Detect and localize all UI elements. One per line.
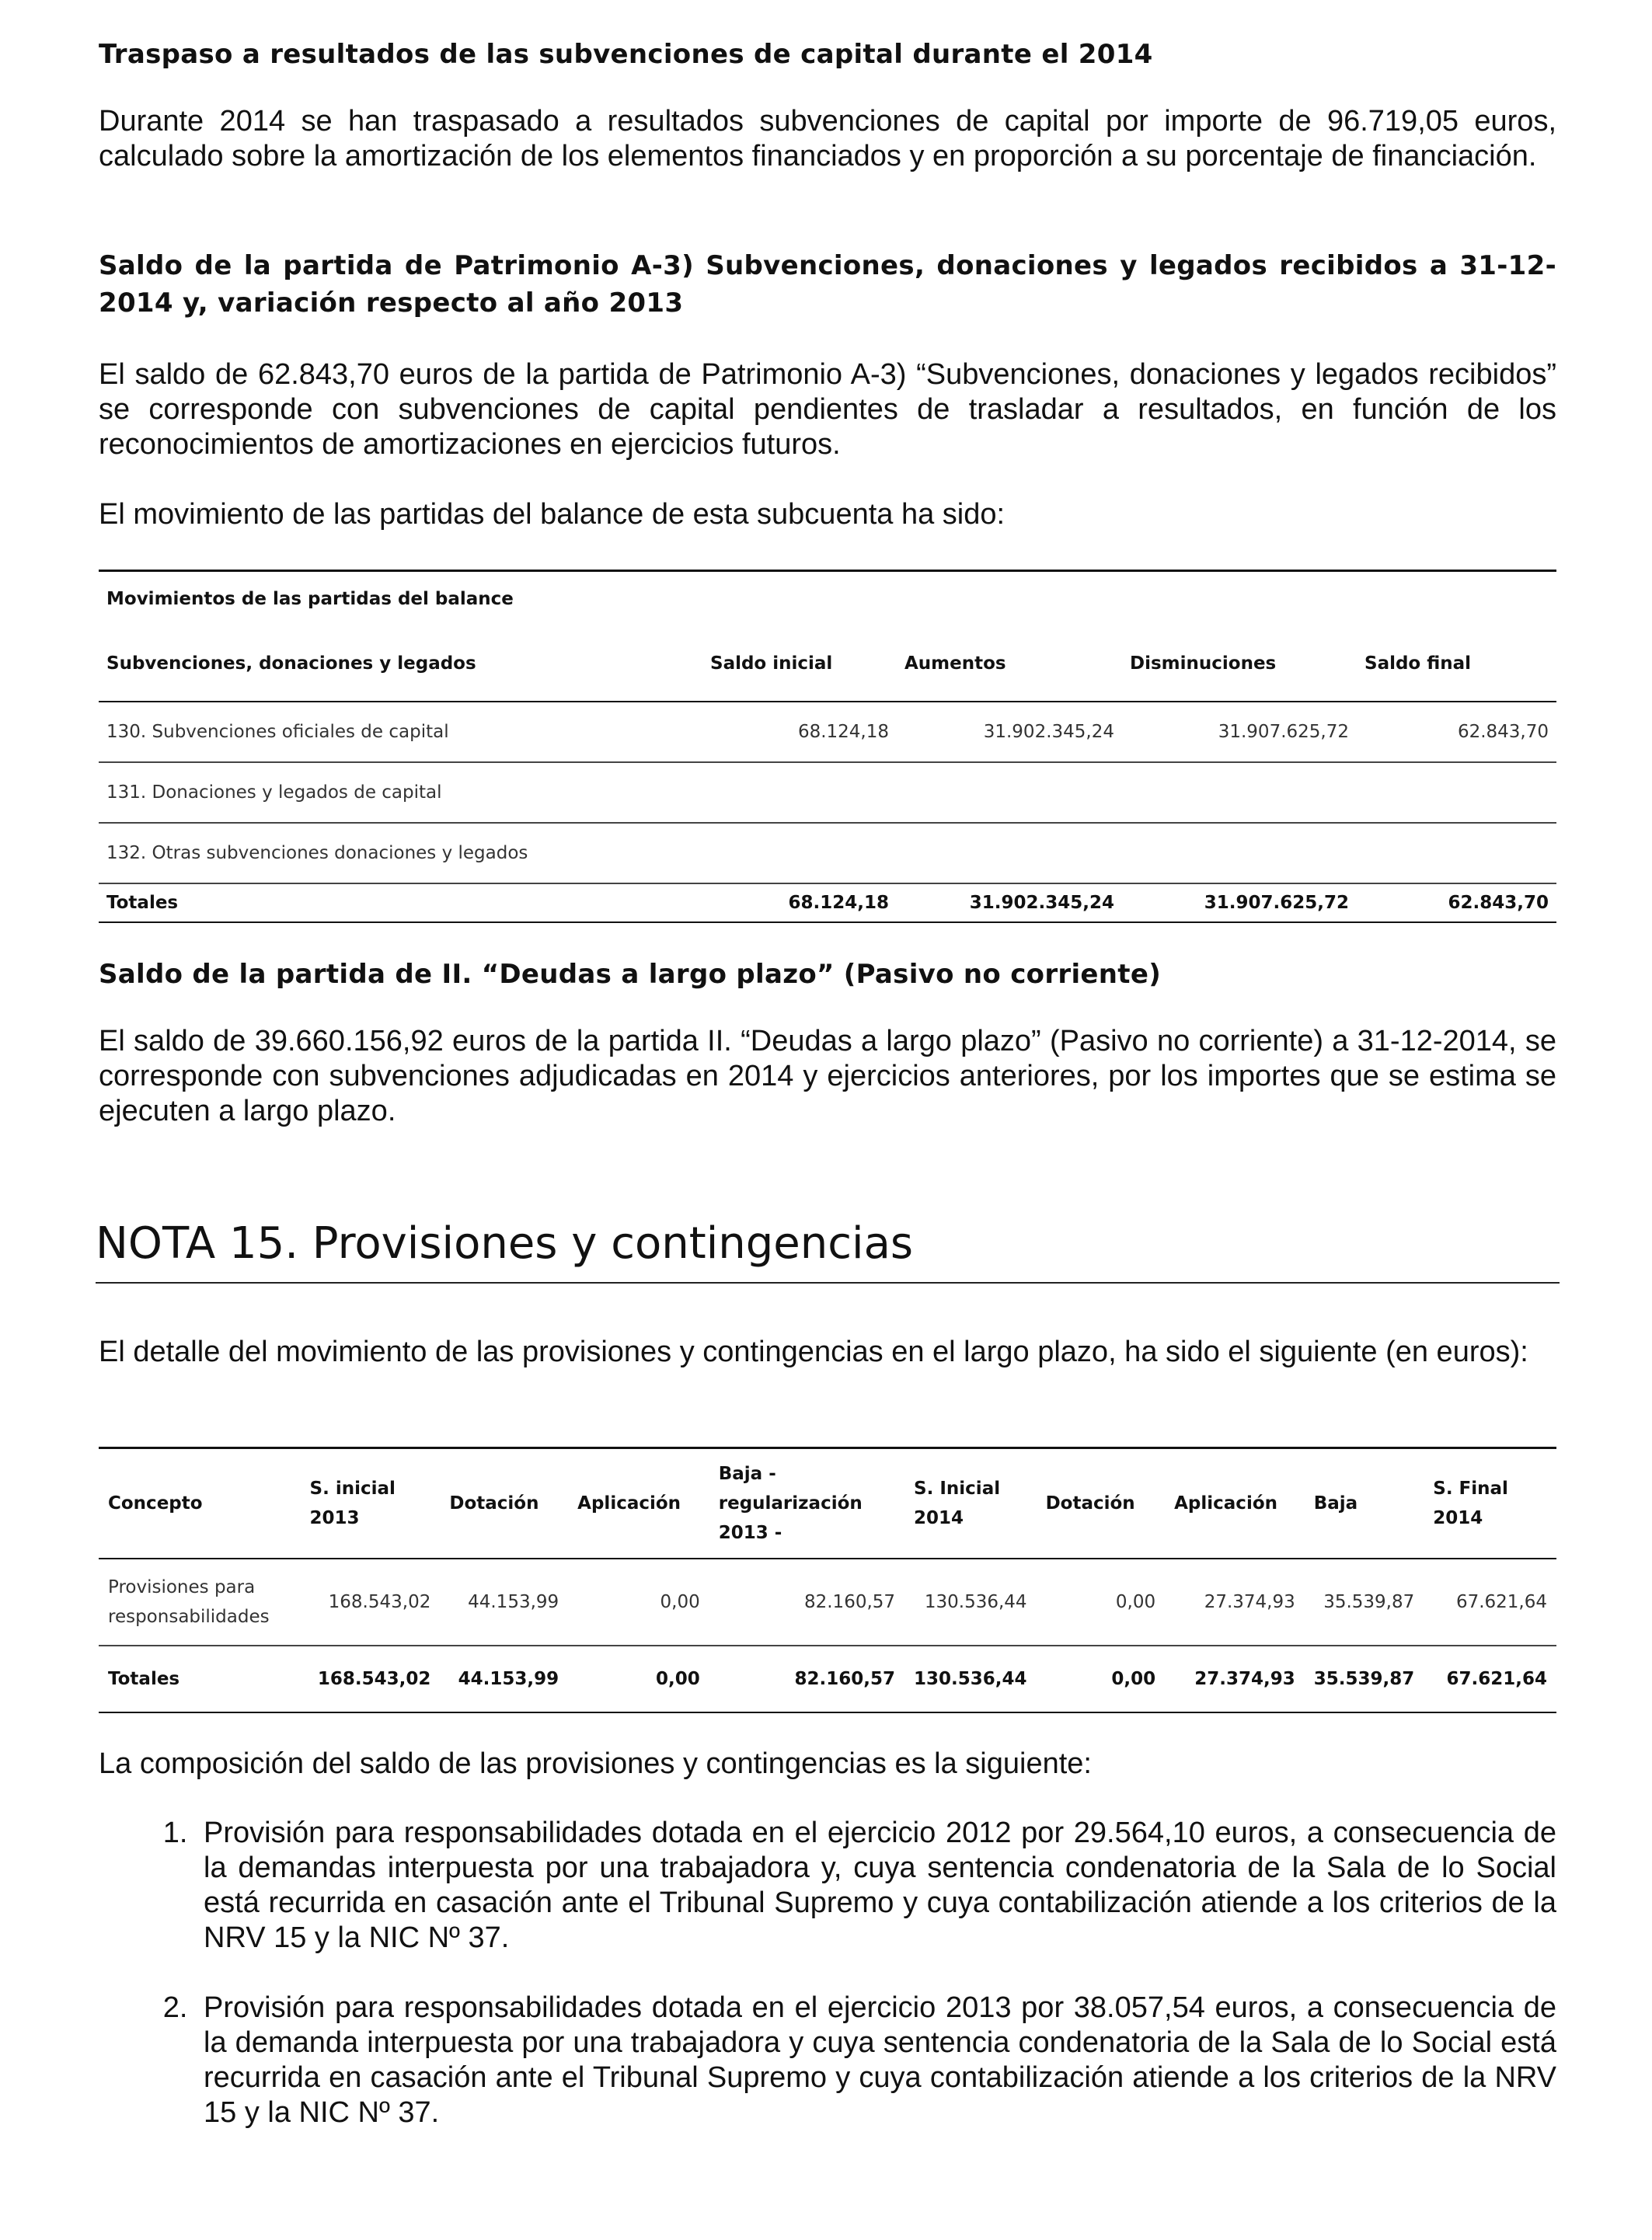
column-header: Concepto <box>99 1448 301 1559</box>
column-header: Disminuciones <box>1122 626 1357 702</box>
total-baja-regularizacion: 82.160,57 <box>709 1646 904 1712</box>
table-caption-row <box>99 571 1556 627</box>
list-item: 1. Provisión para responsabilidades dotada en el ejercicio 2012 por 29.564,10 euros, a consecuencia de la demandas interpuesta por una trabajadora y, cuya sentencia condenatoria de la Sala de lo Social está recurrida en casación ante el Tribunal Supremo y cuya contabilización atiende a los criterios de la NRV 15 y la NIC Nº 37. <box>196 1816 1556 1956</box>
column-header: Aplicación <box>1165 1448 1305 1559</box>
column-header: Baja - regularización 2013 - <box>709 1448 904 1559</box>
provisions-table <box>99 1447 1556 1713</box>
column-header: Aumentos <box>897 626 1122 702</box>
totals-label: Totales <box>99 1646 301 1712</box>
cell-saldo-inicial <box>702 823 897 883</box>
paragraph-saldo-patrimonio: El saldo de 62.843,70 euros de la partida de Patrimonio A-3) “Subvenciones, donaciones y legados recibidos” se corresponde con subvenciones de capital pendientes de trasladar a resultados, en función de los reconocimientos de amortizaciones en ejercicios futuros. <box>99 358 1556 461</box>
column-header: Saldo final <box>1357 626 1556 702</box>
cell-s-final-2014: 67.621,64 <box>1424 1559 1556 1646</box>
cell-saldo-inicial: 68.124,18 <box>702 702 897 762</box>
cell-aumentos: 31.902.345,24 <box>897 702 1122 762</box>
cell-dotacion: 44.153,99 <box>440 1559 568 1646</box>
note-title-block <box>96 1212 1560 1284</box>
paragraph-movimiento-intro: El movimiento de las partidas del balance de esta subcuenta ha sido: <box>99 498 1005 531</box>
total-s-inicial-2013: 168.543,02 <box>301 1646 441 1712</box>
column-header: Aplicación <box>568 1448 709 1559</box>
balance-movements-table <box>99 570 1556 923</box>
row-label: 132. Otras subvenciones donaciones y legados <box>99 823 702 883</box>
totals-label: Totales <box>99 883 702 922</box>
paragraph-traspaso: Durante 2014 se han traspasado a resultados subvenciones de capital por importe de 96.719,05 euros, calculado sobre la amortización de los elementos financiados y en proporción a su porcentaje de financiación. <box>99 105 1556 172</box>
total-baja: 35.539,87 <box>1305 1646 1424 1712</box>
table-header-row <box>99 626 1556 702</box>
total-dotacion-2014: 0,00 <box>1037 1646 1166 1712</box>
cell-dotacion-2014: 0,00 <box>1037 1559 1166 1646</box>
cell-aplicacion-2014: 27.374,93 <box>1165 1559 1305 1646</box>
total-aplicacion-2014: 27.374,93 <box>1165 1646 1305 1712</box>
column-header: Baja <box>1305 1448 1424 1559</box>
total-aumentos: 31.902.345,24 <box>897 883 1122 922</box>
column-header: Dotación <box>440 1448 568 1559</box>
note-title: NOTA 15. Provisiones y contingencias <box>96 1218 914 1269</box>
total-disminuciones: 31.907.625,72 <box>1122 883 1357 922</box>
table-header-row <box>99 1448 1556 1559</box>
paragraph-deudas: El saldo de 39.660.156,92 euros de la partida II. “Deudas a largo plazo” (Pasivo no corriente) a 31-12-2014, se corresponde con subvenciones adjudicadas en 2014 y ejercicios anteriores, por los importes que se estima se ejecuten a largo plazo. <box>99 1025 1556 1127</box>
table-totals-row <box>99 1646 1556 1712</box>
row-label: 131. Donaciones y legados de capital <box>99 762 702 823</box>
cell-baja: 35.539,87 <box>1305 1559 1424 1646</box>
cell-disminuciones <box>1122 823 1357 883</box>
column-header: S. Inicial 2014 <box>904 1448 1037 1559</box>
list-item: 2. Provisión para responsabilidades dotada en el ejercicio 2013 por 38.057,54 euros, a consecuencia de la demanda interpuesta por una trabajadora y cuya sentencia condenatoria de la Sala de lo Social está recurrida en casación ante el Tribunal Supremo y cuya contabilización atiende a los criterios de la NRV 15 y la NIC Nº 37. <box>196 1991 1556 2130</box>
paragraph-composition-intro: La composición del saldo de las provisiones y contingencias es la siguiente: <box>99 1747 1092 1780</box>
table-caption: Movimientos de las partidas del balance <box>99 571 1556 627</box>
cell-saldo-inicial <box>702 762 897 823</box>
total-aplicacion: 0,00 <box>568 1646 709 1712</box>
column-header: Subvenciones, donaciones y legados <box>99 626 702 702</box>
cell-aumentos <box>897 823 1122 883</box>
cell-saldo-final: 62.843,70 <box>1357 702 1556 762</box>
cell-saldo-final <box>1357 762 1556 823</box>
cell-s-inicial-2014: 130.536,44 <box>904 1559 1037 1646</box>
table-row <box>99 1559 1556 1646</box>
section-heading-deudas: Saldo de la partida de II. “Deudas a largo plazo” (Pasivo no corriente) <box>99 959 1162 990</box>
cell-saldo-final <box>1357 823 1556 883</box>
cell-s-inicial-2013: 168.543,02 <box>301 1559 441 1646</box>
row-label: 130. Subvenciones oficiales de capital <box>99 702 702 762</box>
composition-list <box>99 1816 1556 2165</box>
section-heading-traspaso: Traspaso a resultados de las subvenciones de capital durante el 2014 <box>99 39 1153 70</box>
table-row <box>99 702 1556 762</box>
total-dotacion: 44.153,99 <box>440 1646 568 1712</box>
table-row <box>99 823 1556 883</box>
cell-aumentos <box>897 762 1122 823</box>
cell-baja-regularizacion: 82.160,57 <box>709 1559 904 1646</box>
column-header: Dotación <box>1037 1448 1166 1559</box>
cell-disminuciones: 31.907.625,72 <box>1122 702 1357 762</box>
table-totals-row <box>99 883 1556 922</box>
paragraph-note-intro: El detalle del movimiento de las provisiones y contingencias en el largo plazo, ha sido el siguiente (en euros): <box>99 1336 1528 1368</box>
cell-disminuciones <box>1122 762 1357 823</box>
total-saldo-inicial: 68.124,18 <box>702 883 897 922</box>
cell-aplicacion: 0,00 <box>568 1559 709 1646</box>
column-header: S. inicial 2013 <box>301 1448 441 1559</box>
total-s-inicial-2014: 130.536,44 <box>904 1646 1037 1712</box>
table-row <box>99 762 1556 823</box>
total-saldo-final: 62.843,70 <box>1357 883 1556 922</box>
total-s-final-2014: 67.621,64 <box>1424 1646 1556 1712</box>
section-heading-saldo-patrimonio: Saldo de la partida de Patrimonio A-3) Subvenciones, donaciones y legados recibidos a 31-12-2014 y, variación respecto al año 2013 <box>99 250 1556 319</box>
row-label: Provisiones para responsabilidades <box>99 1559 301 1646</box>
column-header: Saldo inicial <box>702 626 897 702</box>
column-header: S. Final 2014 <box>1424 1448 1556 1559</box>
